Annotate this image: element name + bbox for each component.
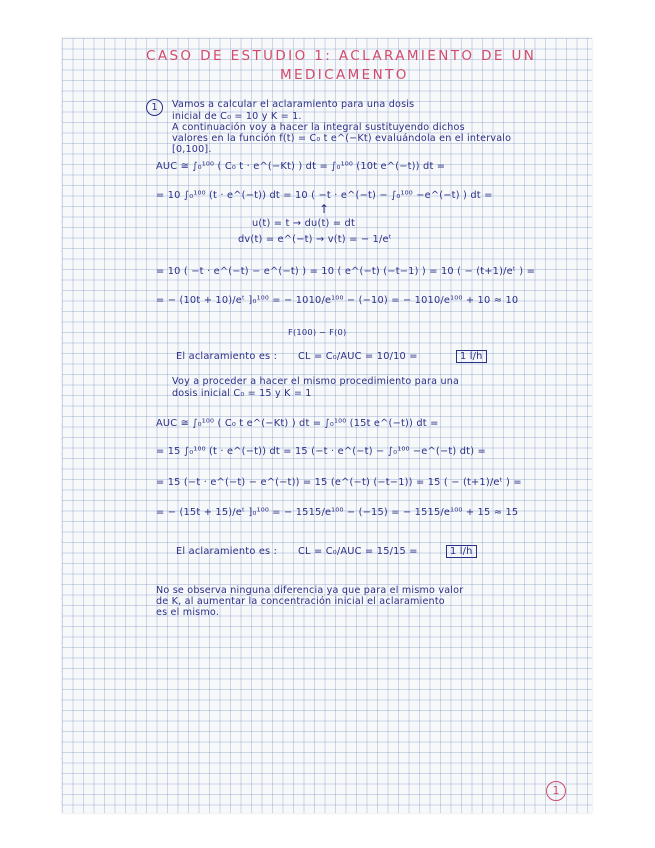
s2-intro-line-2: dosis inicial C₀ = 15 y K = 1: [172, 388, 312, 399]
conclusion-line-1: No se observa ninguna diferencia ya que para el mismo valor: [156, 585, 464, 596]
s1-equation-2: = 10 ∫₀¹⁰⁰ (t · e^(−t)) dt = 10 ( −t · e^(−t) − ∫₀¹⁰⁰ −e^(−t) ) dt =: [156, 190, 493, 201]
s2-equation-1: AUC ≅ ∫₀¹⁰⁰ ( C₀ t e^(−Kt) ) dt = ∫₀¹⁰⁰ (15t e^(−t)) dt =: [156, 418, 439, 429]
intro-line-1: Vamos a calcular el aclaramiento para una dosis: [172, 99, 415, 110]
s2-equation-2: = 15 ∫₀¹⁰⁰ (t · e^(−t)) dt = 15 (−t · e^(−t) − ∫₀¹⁰⁰ −e^(−t) dt) =: [156, 446, 486, 457]
s1-result-equation: CL = C₀/AUC = 10/10 =: [298, 351, 418, 362]
notebook-page: [62, 38, 592, 813]
intro-line-2: inicial de C₀ = 10 y K = 1.: [172, 111, 302, 122]
page-number: 1: [546, 781, 566, 801]
intro-line-5: [0,100].: [172, 144, 212, 155]
s1-result-label: El aclaramiento es :: [176, 351, 278, 362]
intro-line-4: valores en la función f(t) = C₀ t e^(−Kt) evaluándola en el intervalo: [172, 133, 512, 144]
s2-intro-line-1: Voy a proceder a hacer el mismo procedimiento para una: [172, 376, 460, 387]
evaluation-note: F(100) − F(0): [288, 327, 347, 337]
title-line-1: CASO DE ESTUDIO 1: ACLARAMIENTO DE UN: [146, 48, 537, 64]
s2-equation-3: = 15 (−t · e^(−t) − e^(−t)) = 15 (e^(−t) (−t−1)) = 15 ( − (t+1)/eᵗ ) =: [156, 477, 522, 488]
intro-line-3: A continuación voy a hacer la integral sustituyendo dichos: [172, 122, 465, 133]
substitution-v: dv(t) = e^(−t) → v(t) = − 1/eᵗ: [238, 234, 392, 245]
substitution-u: u(t) = t → du(t) = dt: [252, 218, 356, 229]
arrow-up-icon: ↑: [319, 202, 330, 216]
conclusion-line-2: de K, al aumentar la concentración inicial el aclaramiento: [156, 596, 445, 607]
s2-equation-4: = − (15t + 15)/eᵗ ]₀¹⁰⁰ = − 1515/e¹⁰⁰ − (−15) = − 1515/e¹⁰⁰ + 15 ≈ 15: [156, 507, 519, 518]
s2-result-label: El aclaramiento es :: [176, 546, 278, 557]
s1-equation-4: = − (10t + 10)/eᵗ ]₀¹⁰⁰ = − 1010/e¹⁰⁰ − (−10) = − 1010/e¹⁰⁰ + 10 ≈ 10: [156, 295, 519, 306]
section-number-1: 1: [146, 99, 163, 116]
title-line-2: MEDICAMENTO: [280, 67, 409, 83]
s1-result-box: 1 l/h: [456, 350, 487, 363]
s2-result-equation: CL = C₀/AUC = 15/15 =: [298, 546, 418, 557]
s1-equation-1: AUC ≅ ∫₀¹⁰⁰ ( C₀ t · e^(−Kt) ) dt = ∫₀¹⁰⁰ (10t e^(−t)) dt =: [156, 161, 446, 172]
s2-result-box: 1 l/h: [446, 545, 477, 558]
s1-equation-3: = 10 ( −t · e^(−t) − e^(−t) ) = 10 ( e^(−t) (−t−1) ) = 10 ( − (t+1)/eᵗ ) =: [156, 266, 536, 277]
conclusion-line-3: es el mismo.: [156, 607, 220, 618]
